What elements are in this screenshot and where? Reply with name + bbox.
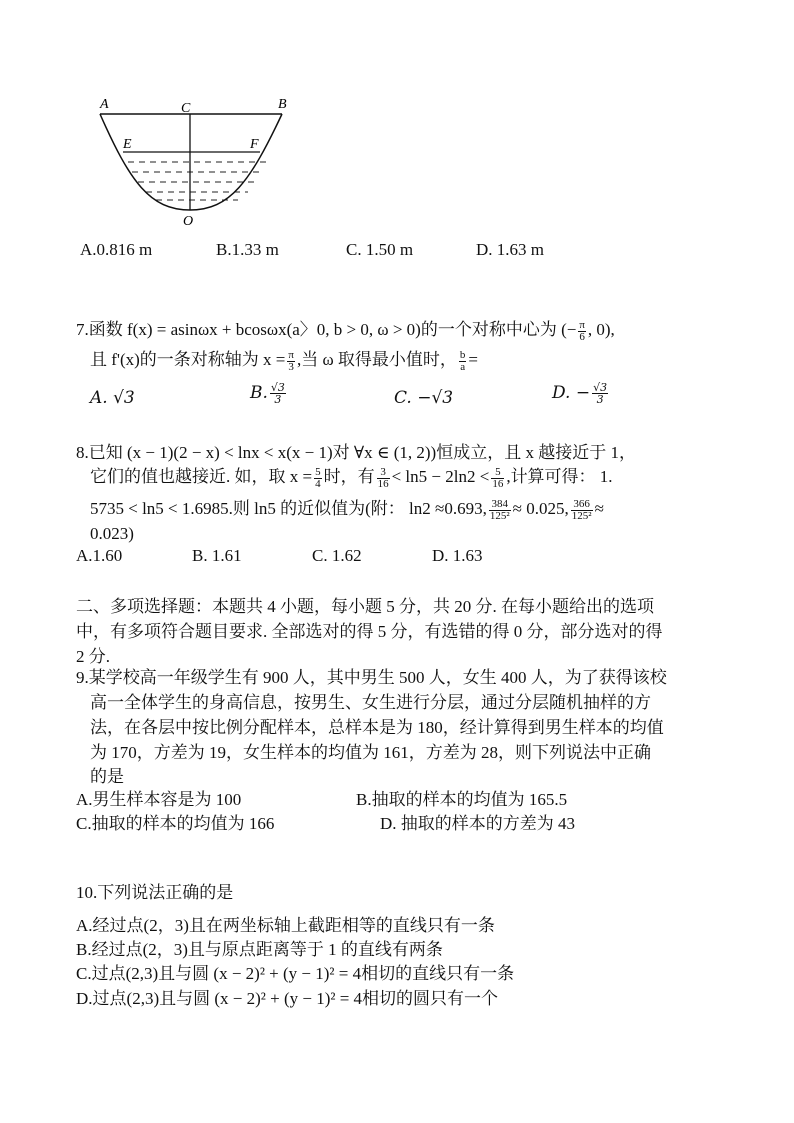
q9-line-4: 为 170，方差为 19，女生样本的均值为 161，方差为 28，则下列说法中正确 [90, 743, 651, 762]
section-2-line-1: 二、多项选择题：本题共 4 小题，每小题 5 分，共 20 分. 在每小题给出的选项 [76, 597, 654, 616]
q7-line-1: 7.函数 f(x) = asinωx + bcosωx(a〉0, b > 0, ω > 0)的一个对称中心为 (− $\frac{\pi}{6}$ , 0), [76, 318, 615, 343]
q7-line-2: 且 f'(x)的一条对称轴为 x = $\frac{\pi}{3}$ ,当 ω 取得最小值时， $\frac{b}{a}$ = [90, 348, 478, 373]
label-e: E [123, 137, 132, 152]
section-2-line-3: 2 分. [76, 647, 110, 666]
q9-option-c: C.抽取的样本的均值为 166 [76, 814, 275, 833]
q8-option-d: D. 1.63 [432, 546, 483, 565]
q9-line-2: 高一全体学生的身高信息，按男生、女生进行分层，通过分层随机抽样的方 [90, 693, 651, 712]
q10-option-a: A.经过点(2，3)且在两坐标轴上截距相等的直线只有一条 [76, 916, 495, 935]
q6-option-c: C. 1.50 m [346, 240, 414, 259]
container-figure [90, 92, 310, 227]
label-f: F [250, 137, 259, 152]
section-2-line-2: 中，有多项符合题目要求. 全部选对的得 5 分，有选错的得 0 分，部分选对的得 [76, 622, 663, 641]
q6-option-a: A.0.816 m [80, 240, 153, 259]
q9-line-5: 的是 [90, 767, 124, 786]
q8-line-2: 它们的值也越接近. 如，取 x = $\frac{5}{4}$ 时，有 $\frac{3}{16}$ < ln5 − 2ln2 < $\frac{5}{16}$ ,计算可得： 1. [90, 465, 613, 490]
label-a: A [100, 97, 109, 112]
q6-option-d: D. 1.63 m [476, 240, 544, 259]
q9-option-a: A.男生样本容是为 100 [76, 790, 242, 809]
q8-option-b: B. 1.61 [192, 546, 242, 565]
label-o: O [183, 214, 194, 227]
label-b: B [278, 97, 287, 112]
q9-option-b: B.抽取的样本的均值为 165.5 [356, 790, 568, 809]
q7-option-b: B. $\frac{√3}{3}$ [250, 381, 285, 406]
q10-option-b: B.经过点(2，3)且与原点距离等于 1 的直线有两条 [76, 940, 443, 959]
label-c: C [181, 101, 191, 116]
q7-option-a: A. √3 [90, 388, 135, 408]
q8-line-4: 0.023) [90, 524, 134, 543]
q8-option-a: A.1.60 [76, 546, 123, 565]
q7-option-d: D. − $\frac{√3}{3}$ [552, 381, 608, 406]
q10-option-c: C.过点(2,3)且与圆 (x − 2)² + (y − 1)² = 4相切的直线只有一条 [76, 964, 515, 983]
q6-option-b: B.1.33 m [216, 240, 279, 259]
q9-line-1: 9.某学校高一年级学生有 900 人，其中男生 500 人，女生 400 人，为了获得该校 [76, 668, 667, 687]
q10-option-d: D.过点(2,3)且与圆 (x − 2)² + (y − 1)² = 4相切的圆只有一个 [76, 989, 499, 1008]
q9-option-d: D. 抽取的样本的方差为 43 [380, 814, 576, 833]
q9-line-3: 法，在各层中按比例分配样本，总样本是为 180，经计算得到男生样本的均值 [90, 718, 664, 737]
q8-line-3: 5735 < ln5 < 1.6985.则 ln5 的近似值为(附： ln2 ≈0.693, $\frac{384}{\text{125²}}$ ≈ 0.025, $\frac{366}{\text{125²}}$ ≈ [90, 497, 604, 522]
q10-stem: 10.下列说法正确的是 [76, 883, 234, 902]
q8-line-1: 8.已知 (x − 1)(2 − x) < lnx < x(x − 1)对 ∀x ∈ (1, 2))恒成立，且 x 越接近于 1， [76, 443, 636, 462]
q7-option-c: C. −√3 [394, 388, 454, 408]
q8-option-c: C. 1.62 [312, 546, 362, 565]
